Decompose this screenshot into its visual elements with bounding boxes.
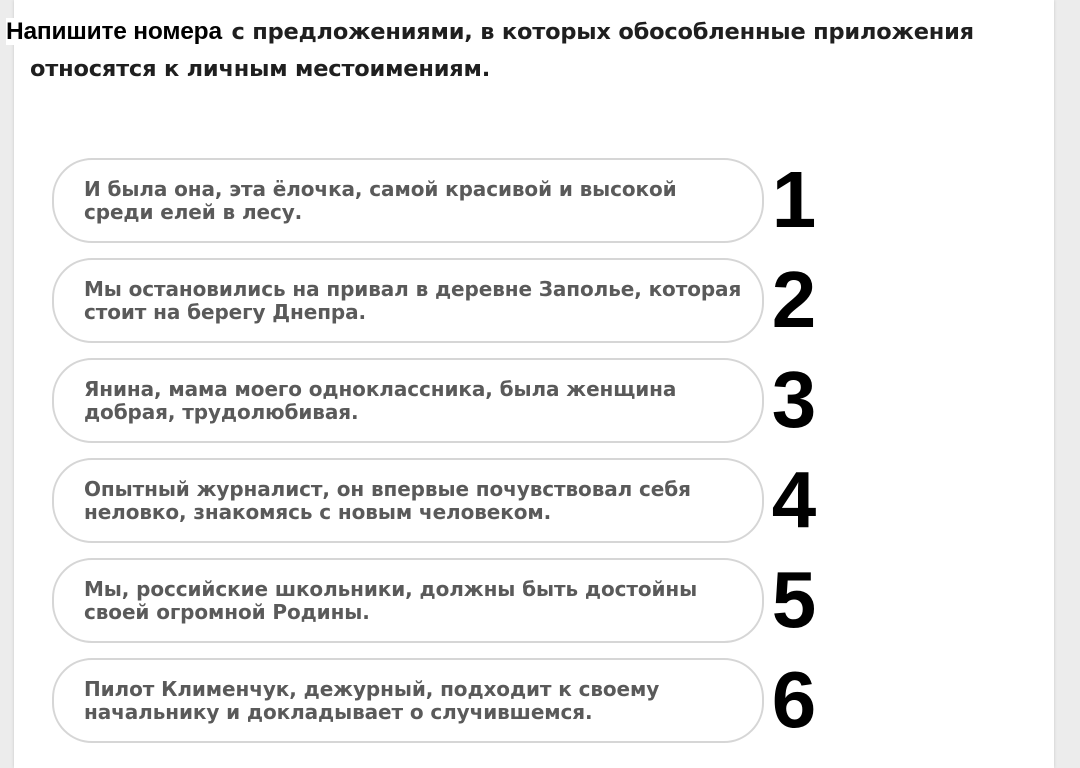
option-card-6[interactable] xyxy=(52,658,764,743)
option-card-4[interactable] xyxy=(52,458,764,543)
instruction-handwritten-overlay: Напишите номера xyxy=(6,18,222,45)
option-item-2 xyxy=(52,255,832,344)
option-number-5: 5 xyxy=(771,555,817,644)
option-text-5: Мы, российские школьники, должны быть достойны своей огромной Родины. xyxy=(84,577,698,624)
option-item-4 xyxy=(52,455,832,544)
option-item-1 xyxy=(52,155,832,244)
options-list xyxy=(52,155,832,758)
option-text-2: Мы остановились на привал в деревне Заполье, которая стоит на берегу Днепра. xyxy=(84,277,742,324)
option-text-6: Пилот Клименчук, дежурный, подходит к своему начальнику и докладывает о случившемся. xyxy=(84,677,660,724)
option-card-5[interactable] xyxy=(52,558,764,643)
option-text-4: Опытный журналист, он впервые почувствовал себя неловко, знакомясь с новым человеком. xyxy=(84,477,691,524)
option-item-6 xyxy=(52,655,832,744)
option-number-4: 4 xyxy=(771,455,817,544)
option-text-1: И была она, эта ёлочка, самой красивой и высокой среди елей в лесу. xyxy=(84,177,677,224)
option-number-6: 6 xyxy=(771,655,817,744)
instruction-text-line-1 xyxy=(6,18,1076,46)
option-number-1: 1 xyxy=(771,155,817,244)
option-card-1[interactable] xyxy=(52,158,764,243)
instruction-line-1-rest: с предложениями, в которых обособленные приложения xyxy=(223,19,974,45)
option-card-2[interactable] xyxy=(52,258,764,343)
option-number-3: 3 xyxy=(771,355,817,444)
option-text-3: Янина, мама моего одноклассника, была женщина добрая, трудолюбивая. xyxy=(84,377,677,424)
option-item-3 xyxy=(52,355,832,444)
option-item-5 xyxy=(52,555,832,644)
option-card-3[interactable] xyxy=(52,358,764,443)
instruction-text-line-2: относятся к личным местоимениям. xyxy=(30,56,491,82)
option-number-2: 2 xyxy=(771,255,817,344)
